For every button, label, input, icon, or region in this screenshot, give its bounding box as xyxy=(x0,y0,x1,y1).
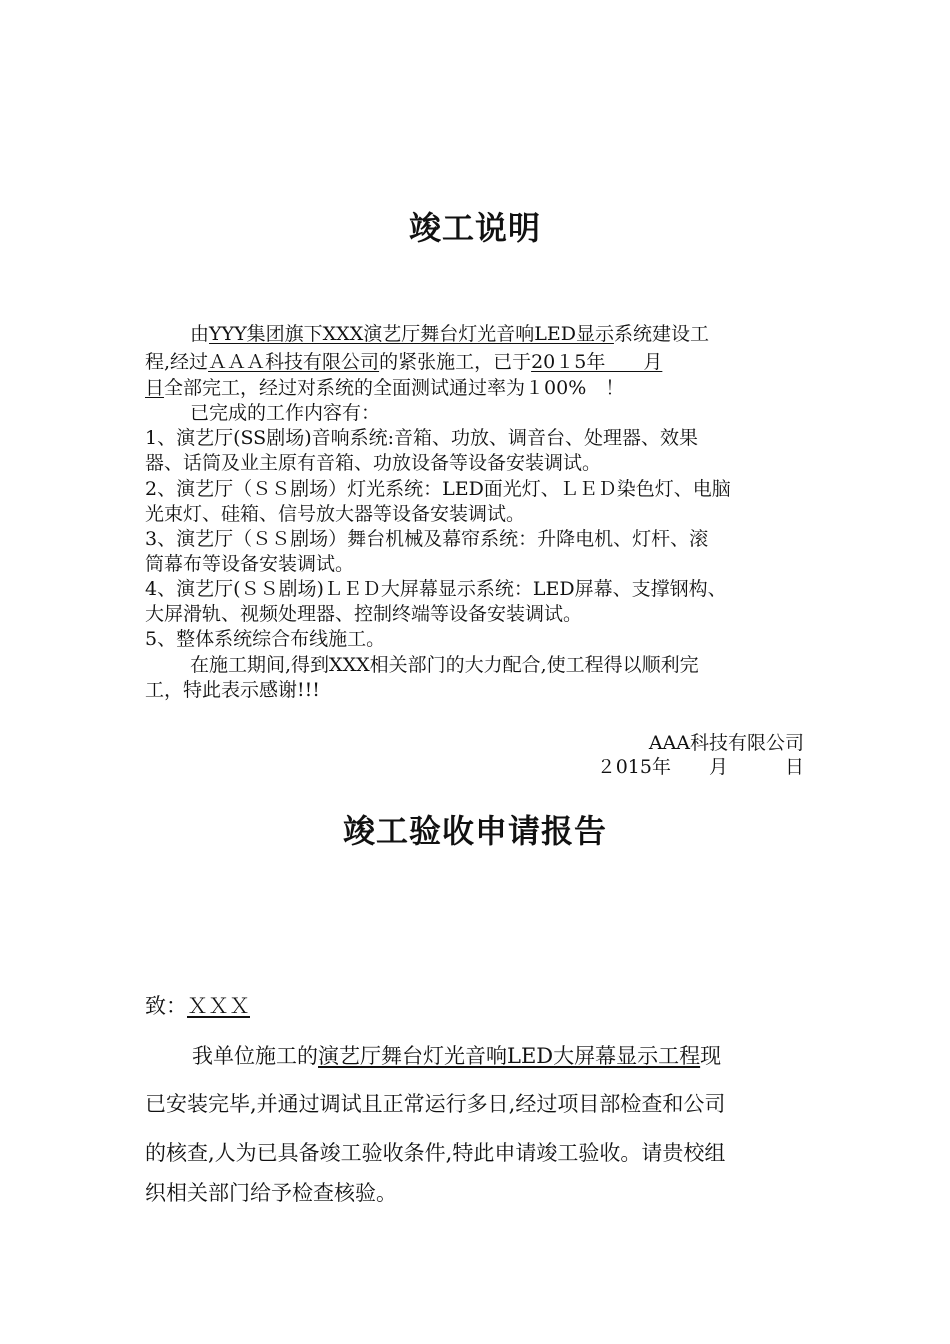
list-item: 器、话筒及业主原有音箱、功放设备等设备安装调试。 xyxy=(145,452,602,474)
body-line: 已安装完毕,并通过调试且正常运行多日,经过项目部检查和公司 xyxy=(145,1092,726,1116)
company-name: ＡＡＡ科技有限公司 xyxy=(208,351,380,373)
list-item: 筒幕布等设备安装调试。 xyxy=(145,553,355,575)
signature: AAA科技有限公司 xyxy=(648,732,804,754)
work-intro: 已完成的工作内容有： xyxy=(190,402,381,424)
addressee: 致：ＸＸＸ xyxy=(145,994,250,1018)
addressee-name: ＸＸＸ xyxy=(187,994,250,1018)
thanks-line: 在施工期间,得到XXX相关部门的大力配合,使工程得以顺利完 xyxy=(190,654,699,676)
body-line: 织相关部门给予检查核验。 xyxy=(145,1181,397,1205)
list-item: 光束灯、硅箱、信号放大器等设备安装调试。 xyxy=(145,503,526,525)
thanks-line: 工，特此表示感谢!!! xyxy=(145,679,320,701)
paragraph-line: 日全部完工，经过对系统的全面测试通过率为１00% ！ xyxy=(145,377,625,399)
body-line: 我单位施工的演艺厅舞台灯光音响LED大屏幕显示工程现 xyxy=(192,1044,722,1068)
list-item: 2、演艺厅（ＳＳ剧场）灯光系统：LED面光灯、ＬＥＤ染色灯、电脑 xyxy=(145,478,731,500)
signature-date: ２015年 月 日 xyxy=(596,756,804,778)
paragraph-line: 由YYY集团旗下XXX演艺厅舞台灯光音响LED显示系统建设工 xyxy=(190,323,709,345)
body-line: 的核查,人为已具备竣工验收条件,特此申请竣工验收。请贵校组 xyxy=(145,1141,726,1165)
paragraph-line: 程,经过ＡＡＡ科技有限公司的紧张施工，已于20１5年 月 xyxy=(145,351,663,373)
list-item: 3、演艺厅（ＳＳ剧场）舞台机械及幕帘系统：升降电机、灯杆、滚 xyxy=(145,528,709,550)
project-title: 演艺厅舞台灯光音响LED大屏幕显示工程 xyxy=(318,1044,701,1068)
list-item: 大屏滑轨、视频处理器、控制终端等设备安装调试。 xyxy=(145,603,583,625)
list-item: 4、演艺厅(ＳＳ剧场)ＬＥＤ大屏幕显示系统：LED屏幕、支撑钢构、 xyxy=(145,578,727,600)
completion-date: 20１5年 月 xyxy=(531,351,663,373)
project-name: YYY集团旗下XXX演艺厅舞台灯光音响LED显示 xyxy=(209,323,614,345)
list-item: 1、演艺厅(SS剧场)音响系统:音箱、功放、调音台、处理器、效果 xyxy=(145,427,699,449)
completion-title: 竣工说明 xyxy=(408,209,541,247)
list-item: 5、整体系统综合布线施工。 xyxy=(145,628,386,650)
acceptance-title: 竣工验收申请报告 xyxy=(342,812,607,850)
